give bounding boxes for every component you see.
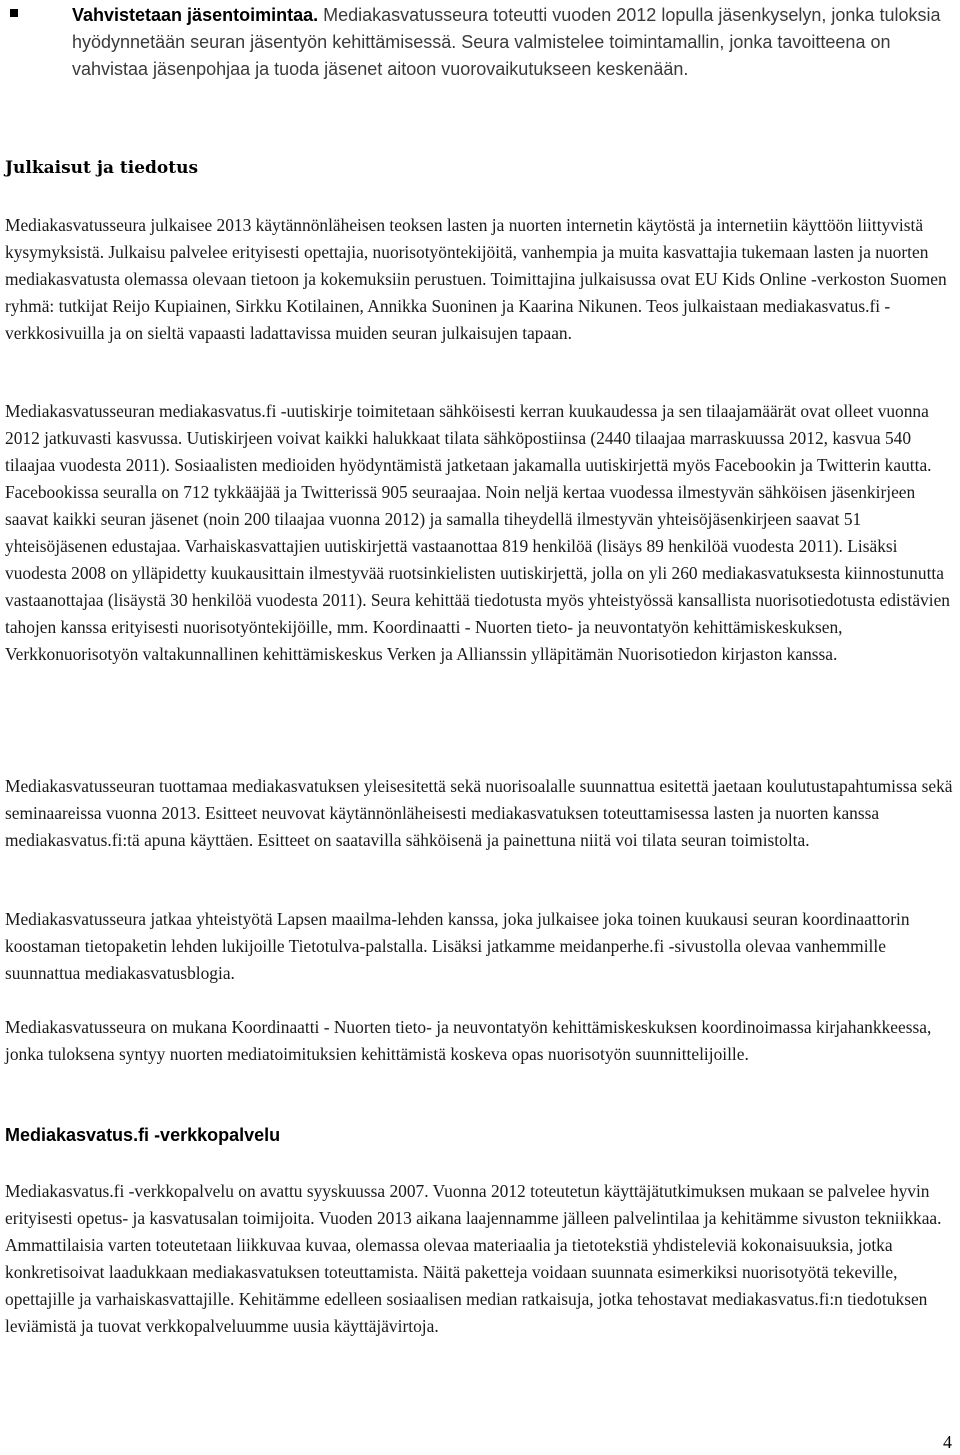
paragraph-julkaisu: Mediakasvatusseura julkaisee 2013 käytännönläheisen teoksen lasten ja nuorten internetin käytöstä ja internetiin käyttöön liittyvistä kysymyksistä. Julkaisu palvelee erityisesti opettajia, nuorisotyöntekijöitä, vanhempia ja muita kasvattajia tukemaan lasten ja nuorten mediakasvatusta olemassa olevaan tietoon ja kokemuksiin perustuen. Toimittajina julkaisussa ovat EU Kids Online -verkoston Suomen ryhmä: tutkijat Reijo Kupiainen, Sirkku Kotilainen, Annikka Suoninen ja Kaarina Nikunen. Teos julkaistaan mediakasvatus.fi -verkkosivuilla ja on sieltä vapaasti ladattavissa muiden seuran julkaisujen tapaan. (5, 215, 947, 343)
bullet-body: Mediakasvatusseura toteutti vuoden 2012 lopulla jäsenkyselyn, jonka tuloksia hyödynnetään seuran jäsentyön kehittämisessä. Seura valmistelee toimintamallin, jonka tavoitteena on vahvistaa jäsenpohjaa ja tuoda jäsenet aitoon vuorovaikutukseen keskenään. (72, 5, 941, 79)
bullet-title: Vahvistetaan jäsentoimintaa. (72, 5, 319, 25)
paragraph-lapsen-maailma: Mediakasvatusseura jatkaa yhteistyötä Lapsen maailma-lehden kanssa, joka julkaisee joka toinen kuukausi seuran koordinaattorin koostaman tietopaketin lehden lukijoille Tietotulva-palstalla. Lisäksi jatkamme meidanperhe.fi -sivustolla olevaa vanhemmille suunnattua mediakasvatusblogia. (5, 909, 910, 983)
paragraph-verkkopalvelu: Mediakasvatus.fi -verkkopalvelu on avattu syyskuussa 2007. Vuonna 2012 toteutetun käyttäjätutkimuksen mukaan se palvelee hyvin erityisesti opetus- ja kasvatusalan toimijoita. Vuoden 2013 aikana laajennamme jälleen palvelintilaa ja kehitämme sivuston tekniikkaa. Ammattilaisia varten toteutetaan liikkuvaa kuvaa, olemassa olevaa materiaalia ja tietotekstiä yhdisteleviä kokonaisuuksia, jotka konkretisoivat laadukkaan mediakasvatuksen toteuttamista. Näitä paketteja voidaan suunnata esimerkiksi nuorisotyötä tekeville, opettajille ja varhaiskasvattajille. Kehitämme edelleen sosiaalisen median ratkaisuja, jotka tehostavat mediakasvatus.fi:n tiedotuksen leviämistä ja tuovat verkkopalveluumme uusia käyttäjävirtoja. (5, 1181, 942, 1336)
bullet-text (72, 2, 950, 83)
paragraph-esitteet: Mediakasvatusseuran tuottamaa mediakasvatuksen yleisesitettä sekä nuorisoalalle suunnattua esitettä jaetaan koulutustapahtumissa sekä seminaareissa vuonna 2013. Esitteet neuvovat käytännönläheisesti mediakasvatuksen toteuttamisessa lasten ja nuorten kanssa mediakasvatus.fi:tä apuna käyttäen. Esitteet on saatavilla sähköisenä ja painettuna niitä voi tilata seuran toimistolta. (5, 776, 953, 850)
section-heading-verkkopalvelu: Mediakasvatus.fi -verkkopalvelu (5, 1125, 281, 1145)
paragraph-uutiskirje: Mediakasvatusseuran mediakasvatus.fi -uutiskirje toimitetaan sähköisesti kerran kuukaudessa ja sen tilaajamäärät ovat olleet vuonna 2012 jatkuvasti kasvussa. Uutiskirjeen voivat kaikki halukkaat tilata sähköpostiinsa (2440 tilaajaa marraskuussa 2012, kasvua 540 tilaajaa vuodesta 2011). Sosiaalisten medioiden hyödyntämistä jatketaan jakamalla uutiskirjettä myös Facebookin ja Twitterin kautta. Facebookissa seuralla on 712 tykkääjää ja Twitterissä 905 seuraajaa. Noin neljä kertaa vuodessa ilmestyvän sähköisen jäsenkirjeen saavat kaikki seuran jäsenet (noin 200 tilaajaa vuonna 2012) ja samalla tiheydellä ilmestyvän yhteisöjäsenkirjeen saavat 51 yhteisöjäsenen edustajaa. Varhaiskasvattajien uutiskirjettä vastaanottaa 819 henkilöä (lisäys 89 henkilöä vuodesta 2011). Lisäksi vuodesta 2008 on ylläpidetty kuukausittain ilmestyvää ruotsinkielisten uutiskirjettä, jolla on yli 260 mediakasvatuksesta kiinnostunutta vastaanottajaa (lisäystä 30 henkilöä vuodesta 2011). Seura kehittää tiedotusta myös yhteistyössä kansallista nuorisotiedotusta edistävien tahojen kanssa erityisesti nuorisotyöntekijöille, mm. Koordinaatti - Nuorten tieto- ja neuvontatyön kehittämiskeskuksen, Verkkonuorisotyön valtakunnallinen kehittämiskeskus Verken ja Allianssin ylläpitämän Nuorisotiedon kirjaston kanssa. (5, 401, 950, 664)
square-bullet-icon (10, 9, 18, 17)
section-heading-julkaisut: Julkaisut ja tiedotus (5, 158, 199, 178)
page-number: 4 (943, 1432, 952, 1452)
bullet-item (10, 2, 950, 83)
paragraph-koordinaatti: Mediakasvatusseura on mukana Koordinaatti - Nuorten tieto- ja neuvontatyön kehittämiskeskuksen koordinoimassa kirjahankkeessa, jonka tuloksena syntyy nuorten mediatoimituksien kehittämistä koskeva opas nuorisotyön suunnittelijoille. (5, 1017, 932, 1064)
